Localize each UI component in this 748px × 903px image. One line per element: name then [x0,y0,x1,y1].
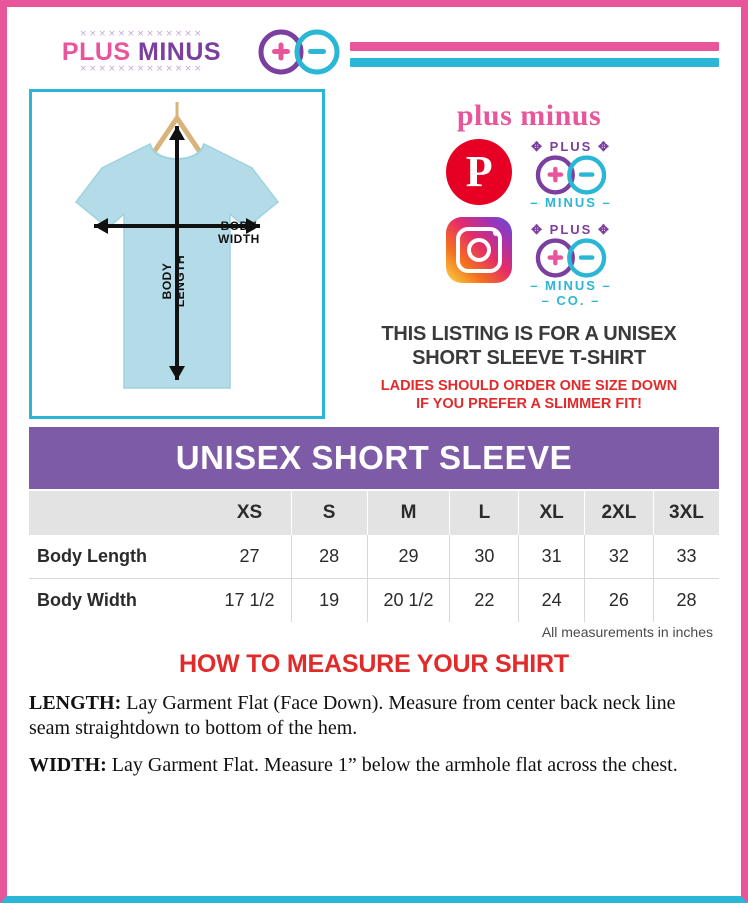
size-chart-body [29,535,719,622]
cell-width-xl: 24 [519,579,585,623]
pinterest-handle-minus: – MINUS – [530,195,612,210]
header-cell-3xl: 3XL [653,491,719,535]
header-cell-l: L [450,491,519,535]
table-row [29,579,719,623]
infinity-icon-small-2 [533,238,609,278]
width-instruction [29,753,719,778]
header-infinity-logo [254,29,344,75]
infinity-icon-small-1 [533,155,609,195]
size-chart-table [29,491,719,622]
pinterest-handle-plus: ✥ PLUS ✥ [531,139,611,154]
header-cell-2xl: 2XL [584,491,653,535]
table-header-row [29,491,719,535]
ladies-note-line-2: IF YOU PREFER A SLIMMER FIT! [416,396,642,412]
body-width-label [218,220,260,246]
header-bar-pink [350,42,719,51]
header-cell-blank [29,491,208,535]
body-length-label-line1: BODY [160,262,175,300]
shirt-diagram [29,89,325,419]
instagram-handle-co: – CO. – [541,293,601,308]
cell-length-xs: 27 [208,535,291,579]
instagram-handle-plus-text: PLUS [549,222,593,237]
upper-section [29,89,719,419]
header-color-bars [344,38,719,67]
pinterest-glyph: P [465,147,493,196]
pinterest-handle [530,139,612,210]
header-cell-m: M [367,491,450,535]
body-length-label-line2: LENGTH [173,254,188,308]
listing-line-1: THIS LISTING IS FOR A UNISEX [381,323,677,345]
cell-width-m: 20 1/2 [367,579,450,623]
length-instruction [29,691,719,741]
handle-column [530,139,612,308]
instagram-handle [530,222,612,308]
instagram-handle-minus: – MINUS – [530,278,612,293]
brand-social-column [325,89,719,419]
pinterest-handle-plus-text: PLUS [549,139,593,154]
body-width-label-line2: WIDTH [218,232,260,246]
section-banner: UNISEX SHORT SLEEVE [29,427,719,489]
cell-width-xs: 17 1/2 [208,579,291,623]
width-instruction-label: WIDTH: [29,754,107,776]
width-instruction-text: Lay Garment Flat. Measure 1” below the armhole flat across the chest. [106,754,678,776]
brand-wordmark-minus: MINUS [138,38,222,66]
body-width-label-line1: BODY [220,219,258,233]
social-icon-column [446,139,512,283]
page-inner [7,7,741,896]
header-cell-xl: XL [519,491,585,535]
brand-dots-bottom: ××××××××××××× [79,64,204,74]
header [29,21,719,83]
body-length-label [161,255,187,307]
how-to-measure-heading: HOW TO MEASURE YOUR SHIRT [179,650,569,678]
cell-width-s: 19 [291,579,367,623]
cell-width-3xl: 28 [676,590,697,610]
cell-length-s: 28 [291,535,367,579]
instagram-icon[interactable] [446,217,512,283]
cell-length-2xl: 32 [584,535,653,579]
size-chart-head [29,491,719,535]
cell-width-l: 22 [450,579,519,623]
brand-wordmark [29,39,254,65]
cell-width-2xl: 26 [584,579,653,623]
pinterest-icon[interactable] [446,139,512,205]
cell-length-3xl: 33 [676,546,697,566]
header-cell-s: S [291,491,367,535]
brand-wordmark-plus: PLUS [61,38,131,66]
pinterest-handle-minus-text: MINUS [545,195,597,210]
brand-dots-top: ××××××××××××× [79,29,204,39]
social-links [339,139,719,308]
measurement-units-note: All measurements in inches [541,624,713,640]
header-bar-blue [350,58,719,67]
cell-length-l: 30 [450,535,519,579]
listing-description [339,322,719,370]
length-instruction-label: LENGTH: [29,692,122,714]
instagram-handle-co-text: CO. [556,293,586,308]
listing-line-2: SHORT SLEEVE T-SHIRT [412,347,646,369]
cell-length-xl: 31 [519,535,585,579]
header-cell-xs: XS [208,491,291,535]
row-label-body-length: Body Length [37,546,147,566]
table-row [29,535,719,579]
brand-logo [29,30,254,74]
ladies-note [339,377,719,413]
instagram-handle-plus: ✥ PLUS ✥ [531,222,611,237]
length-instruction-text: Lay Garment Flat (Face Down). Measure from center back neck line seam straightdown to bottom of the hem. [29,692,676,739]
ladies-note-line-1: LADIES SHOULD ORDER ONE SIZE DOWN [380,378,678,394]
instagram-handle-minus-text: MINUS [545,278,597,293]
row-label-body-width: Body Width [37,590,137,610]
infinity-icon [256,29,342,75]
cell-length-m: 29 [367,535,450,579]
brand-script-name: plus minus [456,99,602,132]
